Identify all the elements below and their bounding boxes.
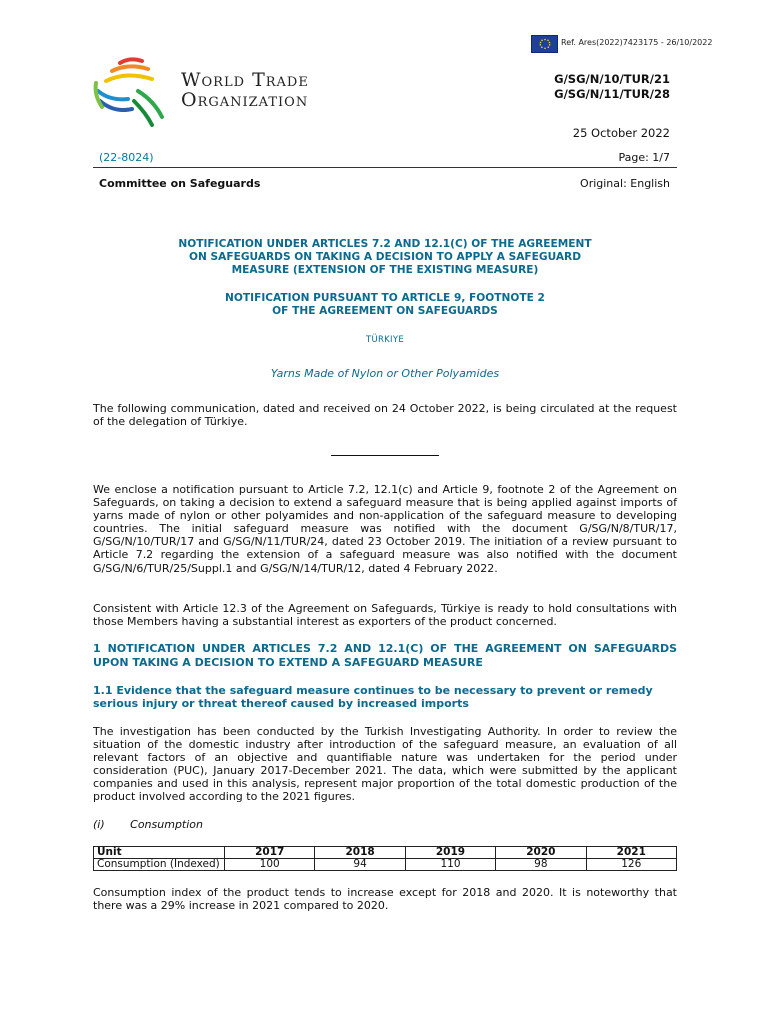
section-heading-1-1: 1.1 Evidence that the safeguard measure continues to be necessary to prevent or remedy serious injury or threat thereof caused by increased imports [93, 684, 653, 710]
table-cell: 98 [496, 859, 586, 871]
notification-title [93, 238, 677, 277]
page-indicator: Page: 1/7 [618, 151, 670, 164]
table-row [94, 859, 677, 871]
original-language: Original: English [580, 177, 670, 190]
country-name: TÜRKIYE [365, 335, 405, 345]
table-header-cell: 2017 [225, 847, 315, 859]
consumption-number: (i) [93, 818, 105, 831]
body-paragraph-4: Consumption index of the product tends to increase except for 2018 and 2020. It is noteworthy that there was a 29% increase in 2021 compared to 2020. [93, 886, 677, 913]
table-cell: 126 [586, 859, 676, 871]
table-header-row [94, 847, 677, 859]
wto-logo-icon [90, 55, 172, 129]
table-header-cell: 2018 [315, 847, 405, 859]
table-header-cell: 2019 [405, 847, 495, 859]
reference-number: Ref. Ares(2022)7423175 - 26/10/2022 [561, 38, 713, 47]
document-symbol-1: G/SG/N/10/TUR/21 [554, 72, 670, 86]
document-date: 25 October 2022 [572, 126, 670, 140]
org-name-line1: World Trade [181, 69, 309, 91]
subtitle-line-2: OF THE AGREEMENT ON SAFEGUARDS [272, 305, 498, 317]
organization-name [181, 70, 309, 110]
table-cell: 110 [405, 859, 495, 871]
eu-flag-icon [531, 35, 558, 53]
table-header-cell: 2021 [586, 847, 676, 859]
table-cell: 100 [225, 859, 315, 871]
document-number: (22-8024) [99, 151, 154, 164]
product-name: Yarns Made of Nylon or Other Polyamides [270, 367, 500, 380]
document-symbol-2: G/SG/N/11/TUR/28 [554, 87, 670, 101]
table-header-cell: 2020 [496, 847, 586, 859]
committee-name: Committee on Safeguards [99, 177, 261, 190]
title-line-3: MEASURE (EXTENSION OF THE EXISTING MEASURE) [231, 264, 539, 276]
table-header-cell: Unit [94, 847, 225, 859]
title-line-2: ON SAFEGUARDS ON TAKING A DECISION TO APPLY A SAFEGUARD [188, 251, 582, 263]
intro-paragraph: The following communication, dated and received on 24 October 2022, is being circulated at the request of the delegation of Türkiye. [93, 402, 677, 429]
table-cell: Consumption (Indexed) [94, 859, 225, 871]
org-name-line2: Organization [181, 89, 309, 111]
separator-line [331, 455, 439, 456]
body-paragraph-1: We enclose a notification pursuant to Article 7.2, 12.1(c) and Article 9, footnote 2 of the Agreement on Safeguards, on taking a decision to extend a safeguard measure that is being applied against imports of yarns made of nylon or other polyamides and non-application of the safeguard measure to developing countries. The initial safeguard measure was notified with the document G/SG/N/8/TUR/17, G/SG/N/10/TUR/17 and G/SG/N/11/TUR/24, dated 23 October 2019. The initiation of a review pursuant to Article 7.2 regarding the extension of a safeguard measure was also notified with the document G/SG/N/6/TUR/25/Suppl.1 and G/SG/N/14/TUR/12, dated 4 February 2022. [93, 483, 677, 575]
subtitle-line-1: NOTIFICATION PURSUANT TO ARTICLE 9, FOOTNOTE 2 [225, 292, 545, 304]
table-cell: 94 [315, 859, 405, 871]
consumption-subheading [93, 818, 203, 831]
title-line-1: NOTIFICATION UNDER ARTICLES 7.2 AND 12.1(C) OF THE AGREEMENT [178, 238, 592, 250]
body-paragraph-3: The investigation has been conducted by the Turkish Investigating Authority. In order to review the situation of the domestic industry after introduction of the safeguard measure, an evaluation of all relevant factors of an objective and quantifiable nature was undertaken for the period under consideration (PUC), January 2017-December 2021. The data, which were submitted by the applicant companies and used in this analysis, represent major proportion of the total domestic production of the product involved according to the 2021 figures. [93, 725, 677, 804]
consumption-table [93, 846, 677, 871]
section-heading-1: 1 NOTIFICATION UNDER ARTICLES 7.2 AND 12.1(C) OF THE AGREEMENT ON SAFEGUARDS UPON TAKING A DECISION TO EXTEND A SAFEGUARD MEASURE [93, 642, 677, 669]
document-symbols [554, 72, 670, 102]
consumption-label: Consumption [130, 818, 203, 831]
notification-subtitle [93, 292, 677, 318]
header-divider [93, 167, 677, 168]
body-paragraph-2: Consistent with Article 12.3 of the Agreement on Safeguards, Türkiye is ready to hold consultations with those Members having a substantial interest as exporters of the product concerned. [93, 602, 677, 629]
